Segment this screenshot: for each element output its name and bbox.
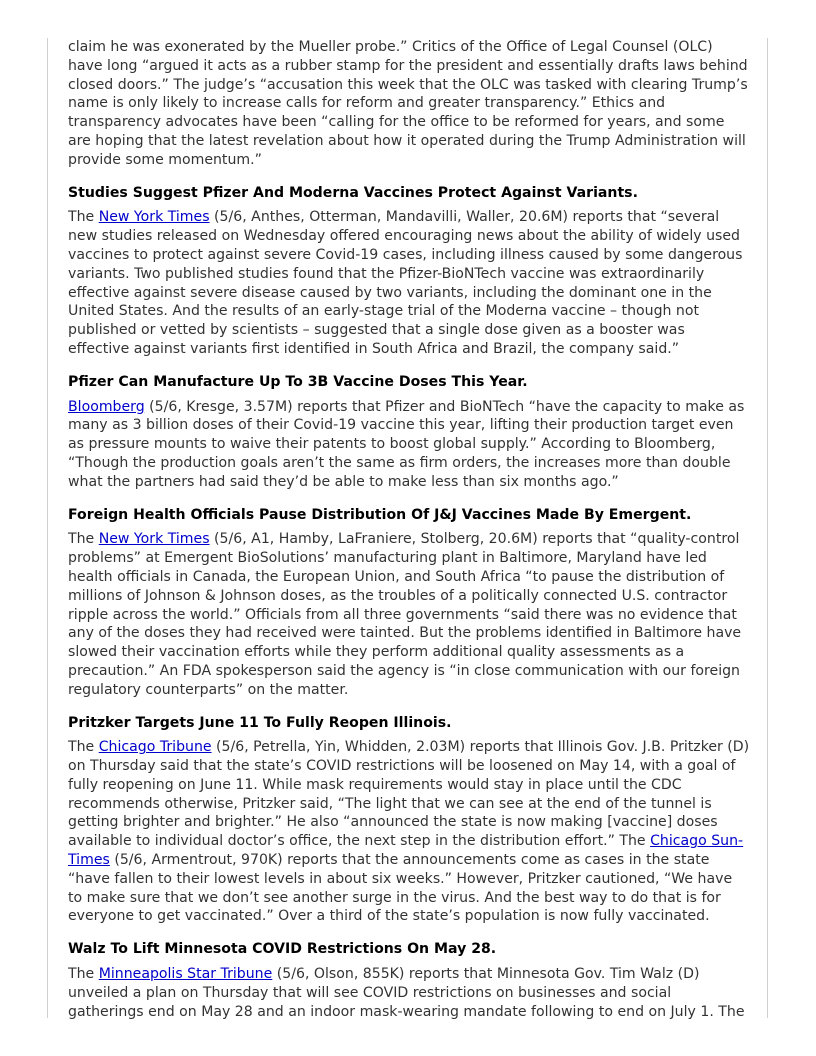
article-body bbox=[68, 38, 750, 170]
article-headline: Pfizer Can Manufacture Up To 3B Vaccine Doses This Year. bbox=[68, 373, 528, 390]
article-headline: Walz To Lift Minnesota COVID Restrictions On May 28. bbox=[68, 941, 497, 958]
body-text: claim he was exonerated by the Mueller probe.” Critics of the Office of Legal Counsel (OLC) have long “argued it acts as a rubber stamp for the president and essentially drafts laws behind closed doors.” The judge’s “accusation this week that the OLC was tasked with clearing Trump’s name is only likely to increase calls for reform and greater transparency.” Ethics and transparency advocates have been “calling for the office to be reformed for years, and some are hoping that the latest revelation about how it operated during the Trump Administration will provide some momentum.” bbox=[68, 39, 748, 168]
news-briefing-content bbox=[68, 38, 750, 1021]
source-link[interactable]: Chicago Tribune bbox=[98, 739, 212, 756]
body-text: (5/6, Olson, 855K) reports that Minnesota Gov. Tim Walz (D) unveiled a plan on Thursday that will see COVID restrictions on businesses and social gatherings end on May 28 and an indoor mask-wearing mandate following to end on July 1. The bbox=[68, 966, 745, 1020]
body-text: The bbox=[68, 209, 99, 226]
source-link[interactable]: New York Times bbox=[98, 531, 210, 548]
article-body bbox=[68, 965, 750, 1021]
body-text: (5/6, Armentrout, 970K) reports that the announcements come as cases in the state “have fallen to their lowest levels in about six weeks.” However, Pritzker cautioned, “We have to make sure that we don’t see another surge in the virus. And the best way to do that is for everyone to get vaccinated.” Over a third of the state’s population is now fully vaccinated. bbox=[68, 852, 733, 925]
body-text: The bbox=[68, 531, 99, 548]
document-page bbox=[47, 38, 768, 1018]
body-text: (5/6, Petrella, Yin, Whidden, 2.03M) reports that Illinois Gov. J.B. Pritzker (D) on Thursday said that the state’s COVID restrictions will be loosened on May 14, with a goal of fully reopening on June 11. While mask requirements would stay in place until the CDC recommends otherwise, Pritzker said, “The light that we can see at the end of the tunnel is getting brighter and brighter.” He also “announced the state is now making [vaccine] doses available to individual doctor’s office, the next step in the distribution effort.” The bbox=[68, 739, 750, 850]
source-link[interactable]: Chicago Sun-Times bbox=[68, 833, 744, 869]
body-text: The bbox=[68, 966, 99, 983]
article-headline: Studies Suggest Pfizer And Moderna Vaccines Protect Against Variants. bbox=[68, 184, 638, 201]
source-link[interactable]: Bloomberg bbox=[68, 398, 145, 415]
article-body bbox=[68, 208, 750, 358]
source-link[interactable]: New York Times bbox=[98, 209, 210, 226]
article-body bbox=[68, 398, 750, 492]
body-text: The bbox=[68, 739, 99, 756]
source-link[interactable]: Minneapolis Star Tribune bbox=[98, 966, 273, 983]
body-text: (5/6, Kresge, 3.57M) reports that Pfizer and BioNTech “have the capacity to make as many as 3 billion doses of their Covid-19 vaccine this year, lifting their production target even as pressure mounts to waive their patents to boost global supply.” According to Bloomberg, “Though the production goals aren’t the same as firm orders, the increases more than double what the partners had said they’d be able to make less than six months ago.” bbox=[68, 398, 745, 490]
body-text: (5/6, Anthes, Otterman, Mandavilli, Waller, 20.6M) reports that “several new studies released on Wednesday offered encouraging news about the ability of widely used vaccines to protect against severe Covid-19 cases, including illness caused by some dangerous variants. Two published studies found that the Pfizer-BioNTech vaccine was extraordinarily effective against severe disease caused by two variants, including the dominant one in the United States. And the results of an early-stage trial of the Moderna vaccine – though not published or vetted by scientists – suggested that a single dose given as a booster was effective against variants first identified in South Africa and Brazil, the company said.” bbox=[68, 209, 743, 357]
article-body bbox=[68, 738, 750, 926]
body-text: (5/6, A1, Hamby, LaFraniere, Stolberg, 20.6M) reports that “quality-control problems” at Emergent BioSolutions’ manufacturing plant in Baltimore, Maryland have led health officials in Canada, the European Union, and South Africa “to pause the distribution of millions of Johnson & Johnson doses, as the troubles of a politically connected U.S. contractor ripple across the world.” Officials from all three governments “said there was no evidence that any of the doses they had received were tainted. But the problems identified in Baltimore have slowed their vaccination efforts while they perform additional quality assessments as a precaution.” An FDA spokesperson said the agency is “in close communication with our foreign regulatory counterparts” on the matter. bbox=[68, 531, 742, 698]
article-headline: Pritzker Targets June 11 To Fully Reopen Illinois. bbox=[68, 714, 452, 731]
article-body bbox=[68, 530, 750, 699]
article-headline: Foreign Health Officials Pause Distribution Of J&J Vaccines Made By Emergent. bbox=[68, 506, 692, 523]
